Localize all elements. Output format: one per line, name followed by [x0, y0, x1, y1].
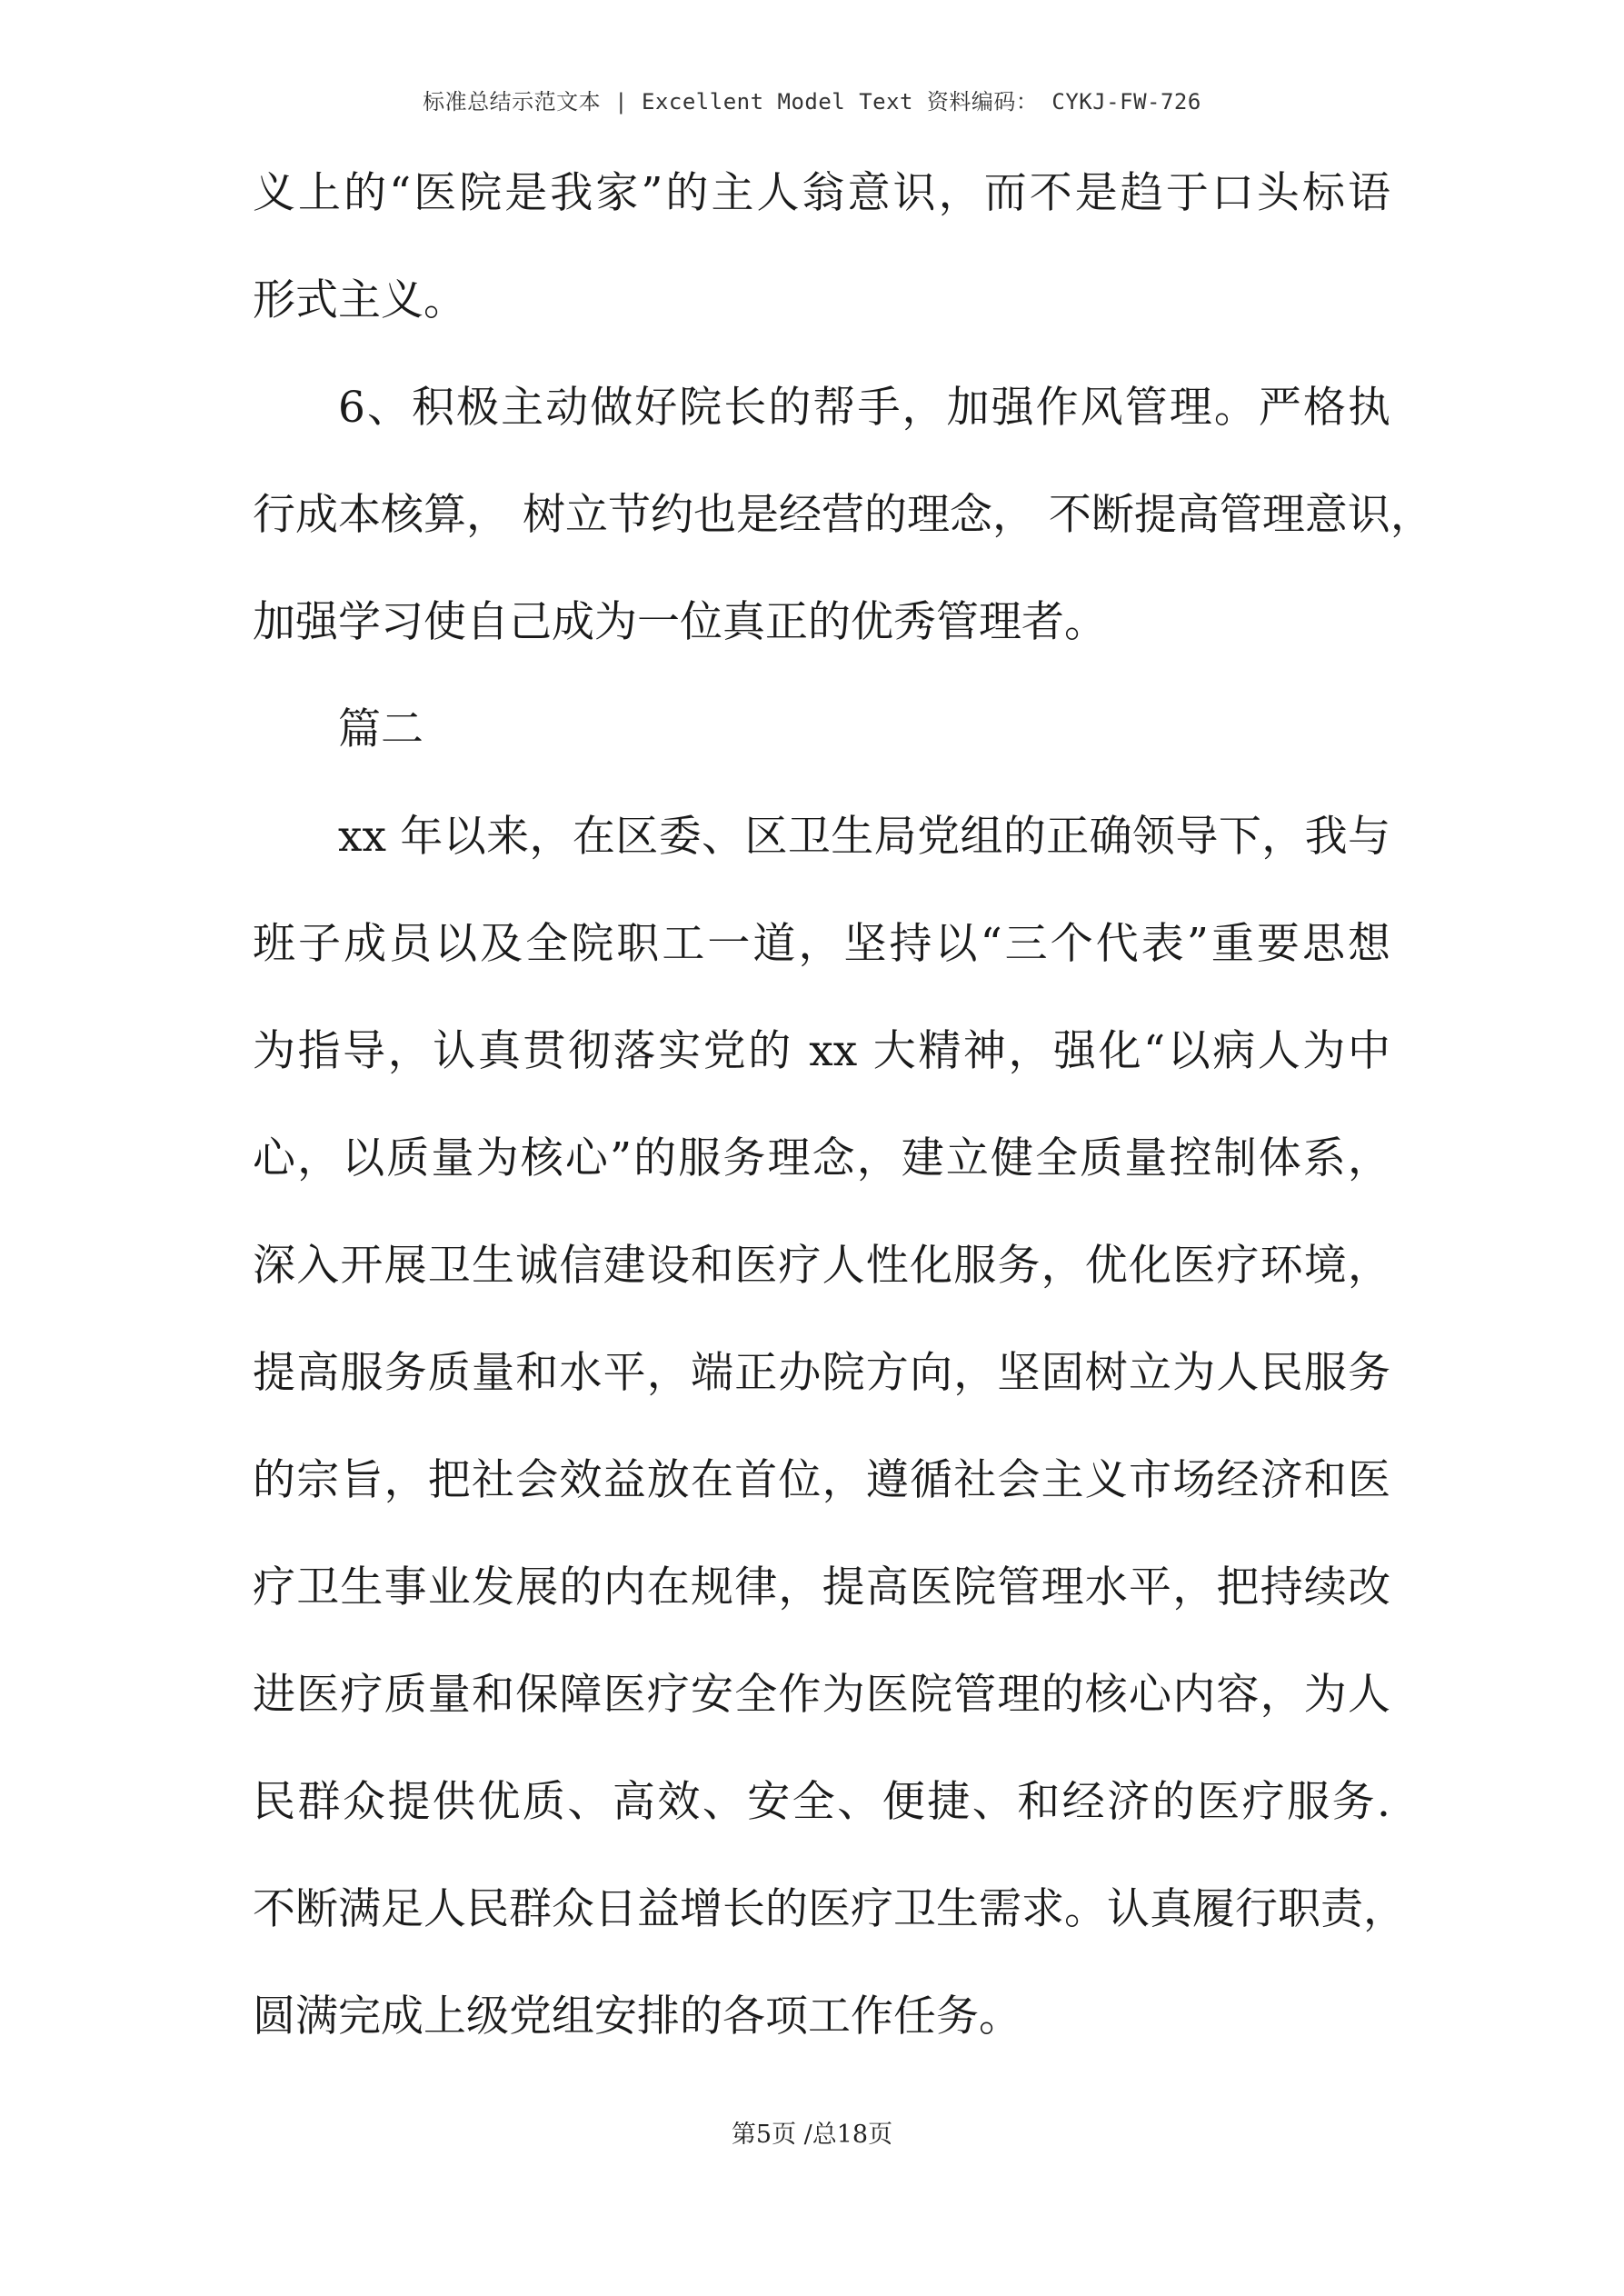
text-line-18: 圆满完成上级党组安排的各项工作任务。	[253, 1992, 1021, 2041]
text-line-8: 班子成员以及全院职工一道，坚持以“三个代表”重要思想	[253, 919, 1390, 969]
text-line-1: 义上的“医院是我家”的主人翁意识，而不是趋于口头标语	[253, 168, 1390, 218]
text-line-7: xx 年以来，在区委、区卫生局党组的正确领导下，我与	[338, 812, 1390, 862]
text-line-13: 的宗旨，把社会效益放在首位，遵循社会主义市场经济和医	[253, 1455, 1390, 1505]
page-header: 标准总结示范文本 | Excellent Model Text 资料编码： CYKJ-FW-726	[423, 89, 1201, 115]
text-line-3: 6、积极主动做好院长的帮手，加强作风管理。严格执	[338, 383, 1390, 433]
text-line-16: 民群众提供优质、高效、安全、便捷、和经济的医疗服务.	[253, 1777, 1390, 1827]
text-line-12: 提高服务质量和水平，端正办院方向，坚固树立为人民服务	[253, 1348, 1390, 1398]
text-line-2: 形式主义。	[253, 275, 466, 325]
text-line-9: 为指导，认真贯彻落实党的 xx 大精神，强化“以病人为中	[253, 1026, 1390, 1076]
text-line-11: 深入开展卫生诚信建设和医疗人性化服务，优化医疗环境，	[253, 1241, 1390, 1291]
text-line-10: 心，以质量为核心”的服务理念，建立健全质量控制体系，	[253, 1133, 1390, 1183]
section-heading: 篇二	[338, 704, 423, 754]
text-line-5: 加强学习使自己成为一位真正的优秀管理者。	[253, 597, 1107, 647]
text-line-17: 不断满足人民群众日益增长的医疗卫生需求。认真履行职责，	[253, 1884, 1406, 1934]
text-line-14: 疗卫生事业发展的内在规律，提高医院管理水平，把持续改	[253, 1562, 1390, 1612]
page-footer: 第5页 /总18页	[731, 2121, 893, 2149]
document-body	[253, 160, 1433, 2091]
text-line-15: 进医疗质量和保障医疗安全作为医院管理的核心内容，为人	[253, 1670, 1390, 1720]
text-line-4: 行成本核算， 树立节约也是经营的理念， 不断提高管理意识，	[253, 490, 1433, 540]
